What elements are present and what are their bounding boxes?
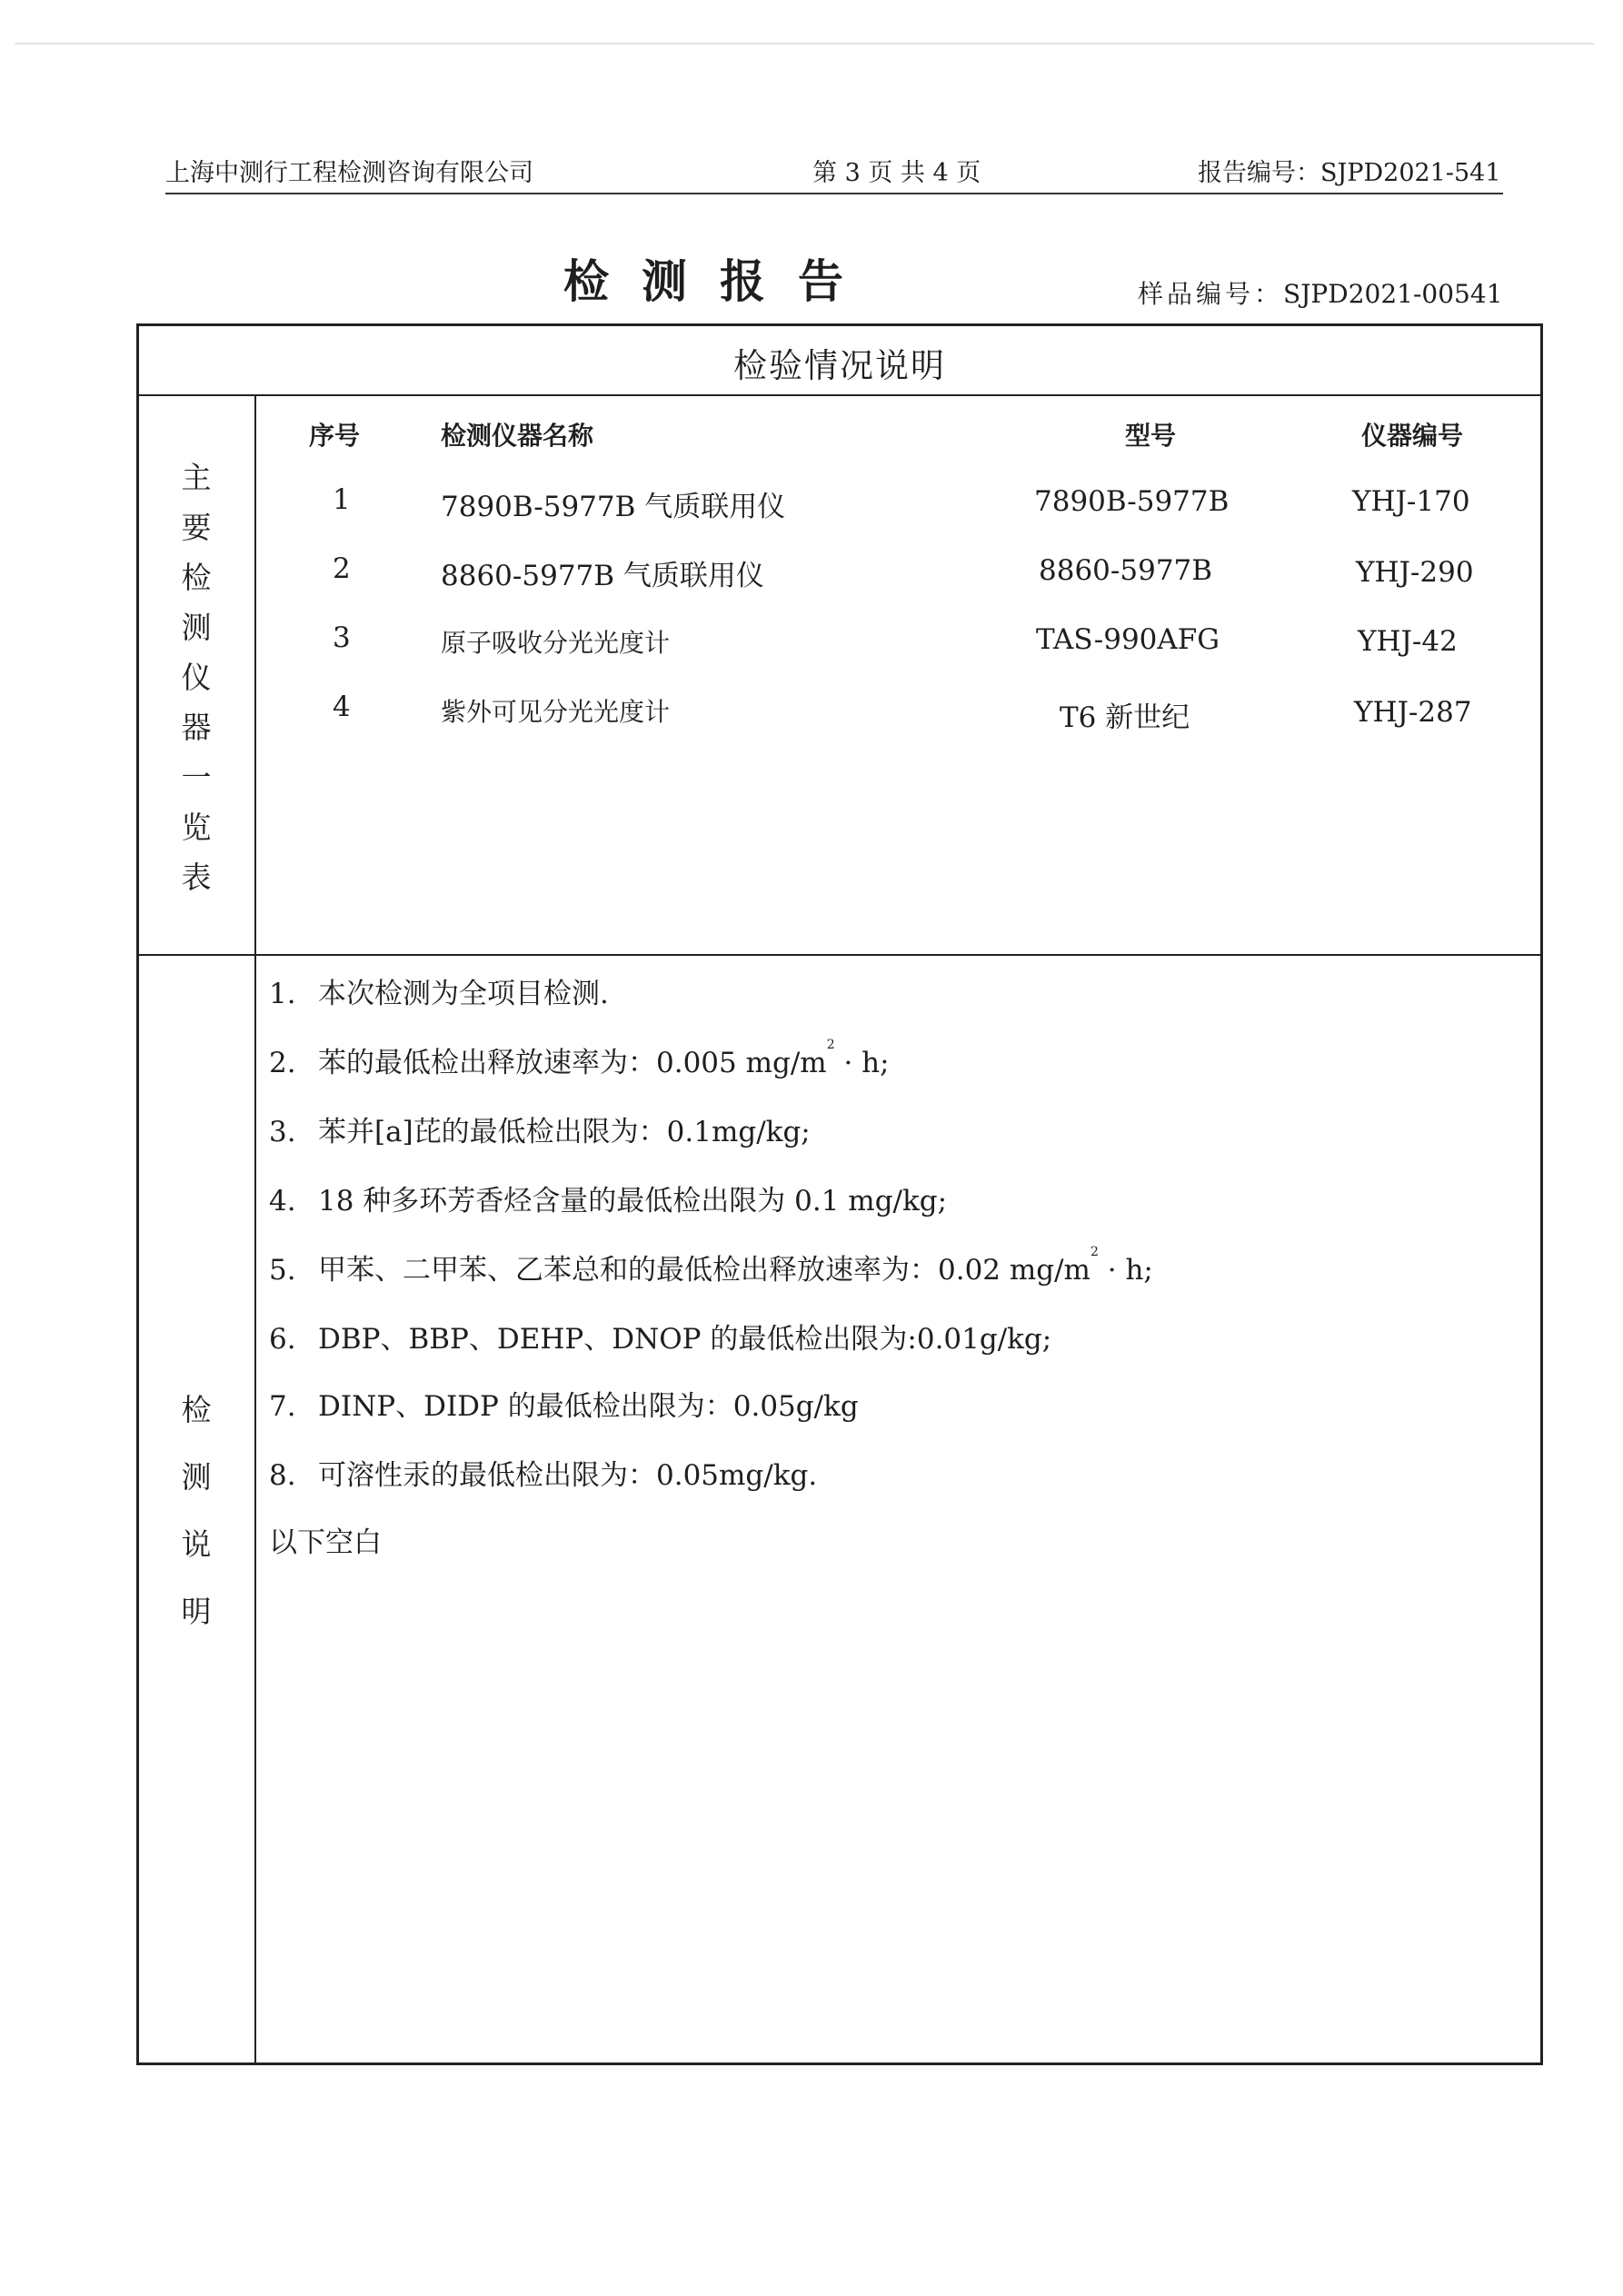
- label-column-divider: [254, 394, 256, 2063]
- report-number-value: SJPD2021-541: [1320, 159, 1501, 187]
- note-superscript: 2: [826, 1038, 835, 1052]
- side-char: 测: [181, 610, 212, 645]
- list-item: [269, 1108, 811, 1149]
- list-item: [269, 970, 609, 1011]
- side-char: 仪: [181, 660, 212, 695]
- note-text: 苯的最低检出释放速率为：0.005 mg/m: [318, 1047, 827, 1079]
- side-char: 测: [181, 1459, 212, 1495]
- list-item: [269, 1247, 1153, 1287]
- note-number: 2.: [269, 1047, 296, 1079]
- notes-label: [169, 1387, 224, 1655]
- column-header-no: 序号: [309, 421, 361, 451]
- note-number: 5.: [269, 1254, 296, 1287]
- note-number: 7.: [269, 1390, 296, 1423]
- document-title: 检测报告: [563, 254, 876, 308]
- row-instrument-id: YHJ-42: [1358, 625, 1458, 658]
- side-char: 览: [181, 810, 212, 845]
- closing-note: 以下空白: [269, 1526, 382, 1559]
- note-text: 本次检测为全项目检测.: [318, 978, 609, 1010]
- side-char: 一: [181, 760, 212, 795]
- note-text: 可溶性汞的最低检出限为：0.05mg/kg.: [318, 1459, 818, 1492]
- list-item: [269, 1383, 859, 1424]
- report-number: [1198, 153, 1501, 188]
- page-top-edge: [15, 43, 1594, 45]
- row-no: 3: [333, 621, 351, 654]
- side-char: 说: [181, 1526, 212, 1562]
- note-number: 8.: [269, 1459, 296, 1492]
- side-char: 主: [181, 460, 212, 495]
- list-item: [269, 1316, 1051, 1357]
- note-number: 1.: [269, 978, 296, 1010]
- row-instrument-name: 8860-5977B 气质联用仪: [441, 560, 764, 592]
- note-superscript: 2: [1090, 1245, 1099, 1259]
- list-item: [269, 1452, 817, 1493]
- row-model: 8860-5977B: [1039, 554, 1213, 587]
- column-header-name: 检测仪器名称: [441, 421, 594, 451]
- column-header-model: 型号: [1125, 421, 1177, 451]
- row-model: 7890B-5977B: [1034, 485, 1230, 518]
- section-divider: [138, 954, 1541, 956]
- side-char: 器: [181, 710, 212, 745]
- column-header-id: 仪器编号: [1361, 421, 1464, 451]
- row-no: 2: [333, 552, 351, 585]
- list-item: [269, 1039, 890, 1080]
- row-no: 4: [333, 691, 351, 723]
- note-text: DINP、DIDP 的最低检出限为：0.05g/kg: [318, 1390, 859, 1423]
- side-char: 检: [181, 1392, 212, 1427]
- note-text-tail: · h;: [1098, 1254, 1153, 1287]
- side-char: 检: [181, 560, 212, 595]
- side-char: 要: [181, 510, 212, 545]
- row-instrument-name: 紫外可见分光光度计: [441, 697, 671, 727]
- row-instrument-name: 原子吸收分光光度计: [441, 628, 671, 658]
- note-text: 甲苯、二甲苯、乙苯总和的最低检出释放速率为：0.02 mg/m: [318, 1254, 1090, 1287]
- note-number: 6.: [269, 1323, 296, 1356]
- note-text: 苯并[a]芘的最低检出限为：0.1mg/kg;: [318, 1116, 811, 1148]
- company-name: 上海中测行工程检测咨询有限公司: [165, 159, 533, 187]
- note-number: 4.: [269, 1185, 296, 1218]
- header-rule: [165, 193, 1503, 194]
- note-number: 3.: [269, 1116, 296, 1148]
- row-model: TAS-990AFG: [1036, 623, 1220, 656]
- note-text: DBP、BBP、DEHP、DNOP 的最低检出限为:0.01g/kg;: [318, 1323, 1052, 1356]
- row-model: T6 新世纪: [1060, 701, 1190, 734]
- page-info: 第 3 页 共 4 页: [812, 159, 981, 187]
- row-no: 1: [333, 483, 351, 516]
- sample-number: [1138, 274, 1503, 311]
- side-char: 明: [181, 1594, 212, 1629]
- section-title: 检验情况说明: [733, 346, 946, 385]
- sample-number-label: 样品编号：: [1138, 279, 1284, 309]
- list-item: [269, 1178, 947, 1218]
- instrument-list-label: [169, 454, 224, 904]
- side-char: 表: [181, 860, 212, 895]
- sample-number-value: SJPD2021-00541: [1283, 279, 1503, 309]
- row-instrument-id: YHJ-170: [1352, 485, 1470, 518]
- note-text: 18 种多环芳香烃含量的最低检出限为 0.1 mg/kg;: [318, 1185, 948, 1218]
- section-title-divider: [138, 394, 1541, 396]
- row-instrument-id: YHJ-290: [1356, 556, 1474, 589]
- row-instrument-id: YHJ-287: [1354, 696, 1472, 729]
- report-number-label: 报告编号：: [1198, 159, 1320, 187]
- row-instrument-name: 7890B-5977B 气质联用仪: [441, 491, 786, 523]
- note-text-tail: · h;: [834, 1047, 890, 1079]
